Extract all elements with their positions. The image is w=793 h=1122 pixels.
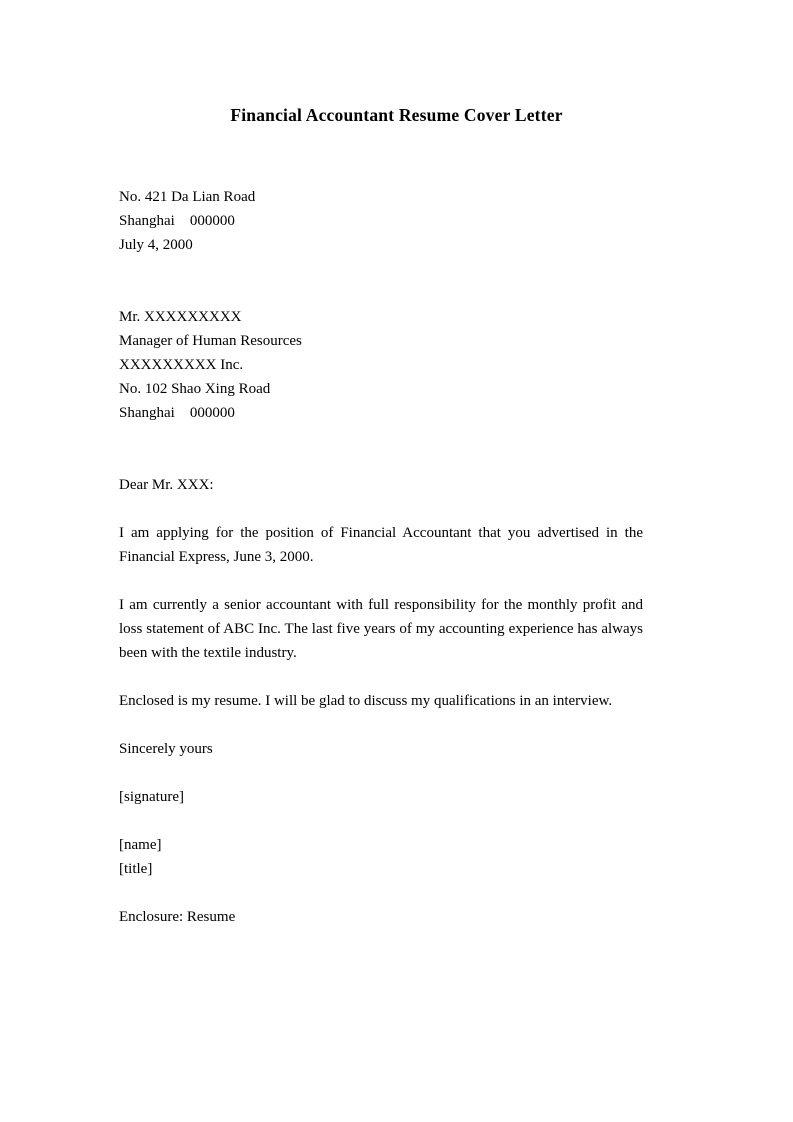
sender-address-line-2: Shanghai 000000	[119, 213, 235, 229]
name-placeholder: [name]	[119, 837, 162, 853]
recipient-address-block	[119, 305, 643, 425]
page-title: Financial Accountant Resume Cover Letter	[230, 105, 563, 125]
closing-text: Sincerely yours	[119, 741, 213, 757]
signature-placeholder: [signature]	[119, 789, 184, 805]
body-paragraph-2: I am currently a senior accountant with full responsibility for the monthly profit and loss statement of ABC Inc. The last five years of my accounting experience has always been with the textile industry.	[119, 597, 643, 661]
salutation-text: Dear Mr. XXX:	[119, 477, 214, 493]
sender-name-block	[119, 833, 643, 881]
recipient-address-line-2: Shanghai 000000	[119, 405, 235, 421]
recipient-company: XXXXXXXXX Inc.	[119, 357, 244, 373]
recipient-job-title: Manager of Human Resources	[119, 333, 302, 349]
closing-block	[119, 737, 643, 761]
body-paragraph-1: I am applying for the position of Financial Accountant that you advertised in the Financial Express, June 3, 2000.	[119, 525, 643, 565]
salutation	[119, 473, 643, 497]
sender-address-block	[119, 185, 643, 257]
enclosure-block	[119, 905, 643, 929]
enclosure-text: Enclosure: Resume	[119, 909, 236, 925]
letter-date: July 4, 2000	[119, 237, 193, 253]
recipient-address-line-1: No. 102 Shao Xing Road	[119, 381, 271, 397]
body-paragraph-3: Enclosed is my resume. I will be glad to discuss my qualifications in an interview.	[119, 693, 613, 709]
recipient-name: Mr. XXXXXXXXX	[119, 309, 242, 325]
title-placeholder: [title]	[119, 861, 153, 877]
sender-address-line-1: No. 421 Da Lian Road	[119, 189, 256, 205]
signature-block	[119, 785, 643, 809]
